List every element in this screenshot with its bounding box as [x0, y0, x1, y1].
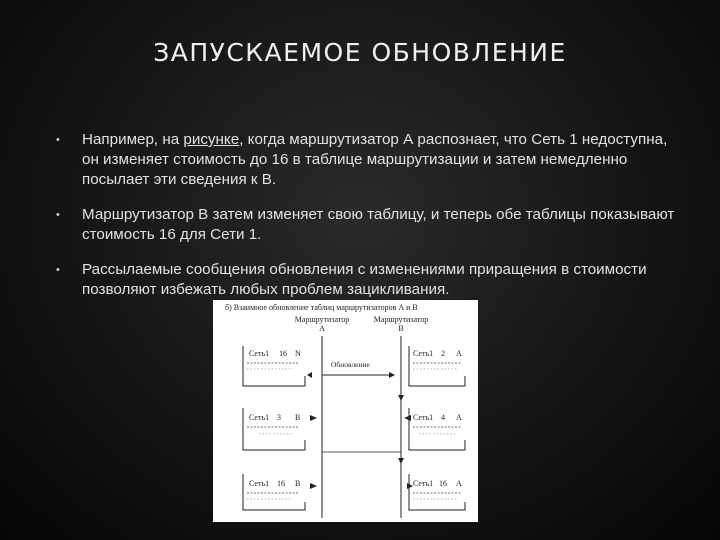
bullet-text: Маршрутизатор В затем изменяет свою таблицу, и теперь обе таблицы показывают стоимость 16 для Сети 1. [82, 206, 675, 243]
table-cost: 2 [441, 349, 445, 358]
bullet-text: , когда маршрутизатор А распознает, что Сеть 1 недоступна, он изменяет стоимость до 16 в таблице маршрутизации и затем немедленно посылает эти сведения к В. [82, 131, 668, 188]
table-b-2 [409, 408, 465, 450]
table-via: А [456, 413, 462, 422]
bullet-item [56, 260, 676, 300]
table-b-3 [409, 474, 465, 510]
arrow-to-table-a2-icon [310, 415, 317, 421]
bullet-text: Рассылаемые сообщения обновления с изменениями приращения в стоимости позволяют избежать любых проблем зацикливания. [82, 261, 647, 298]
arrow-down-b-icon [398, 458, 404, 464]
table-cost: 3 [277, 413, 281, 422]
arrow-to-table-a3-icon [310, 483, 317, 489]
bullet-text: Например, на [82, 131, 184, 148]
bullet-item [56, 130, 676, 190]
slide-title: ЗАПУСКАЕМОЕ ОБНОВЛЕНИЕ [153, 38, 567, 67]
router-b-label: Маршрутизатор [373, 315, 429, 324]
table-net: Сеть1 [413, 349, 434, 358]
routing-diagram [213, 300, 478, 522]
table-net: Сеть1 [413, 413, 434, 422]
bullet-list [56, 130, 676, 315]
bullet-dot-icon: • [56, 134, 60, 146]
table-net: Сеть1 [249, 479, 270, 488]
table-cost: 16 [277, 479, 285, 488]
update-arrow-head-icon [389, 372, 395, 378]
table-via: А [456, 479, 462, 488]
table-via: В [295, 413, 301, 422]
bullet-item [56, 205, 676, 245]
update-label: Обновление [331, 360, 370, 369]
table-net: Сеть1 [413, 479, 434, 488]
table-cost: 4 [441, 413, 445, 422]
table-net: Сеть1 [249, 349, 270, 358]
table-via: В [295, 479, 301, 488]
table-a-1 [243, 346, 305, 386]
bullet-dot-icon: • [56, 209, 60, 221]
table-b-1 [409, 346, 465, 386]
router-b-letter: В [398, 324, 404, 333]
arrow-to-table-b2-icon [404, 415, 411, 421]
figure-caption: б) Взаимное обновление таблиц маршрутизаторов А и В [225, 303, 418, 312]
table-via: N [295, 349, 301, 358]
table-cost: 16 [279, 349, 287, 358]
arrow-down-b-top-icon [398, 395, 404, 401]
router-a-label: Маршрутизатор [294, 315, 350, 324]
table-cost: 16 [439, 479, 447, 488]
table-via: А [456, 349, 462, 358]
bullet-dot-icon: • [56, 264, 60, 276]
table-a-3 [243, 474, 305, 510]
arrow-to-table-a1-icon [307, 372, 312, 378]
table-a-2 [243, 408, 305, 450]
router-a-letter: А [319, 324, 325, 333]
figure-link[interactable]: рисунке [183, 131, 240, 148]
routing-diagram-svg [213, 300, 478, 522]
table-net: Сеть1 [249, 413, 270, 422]
